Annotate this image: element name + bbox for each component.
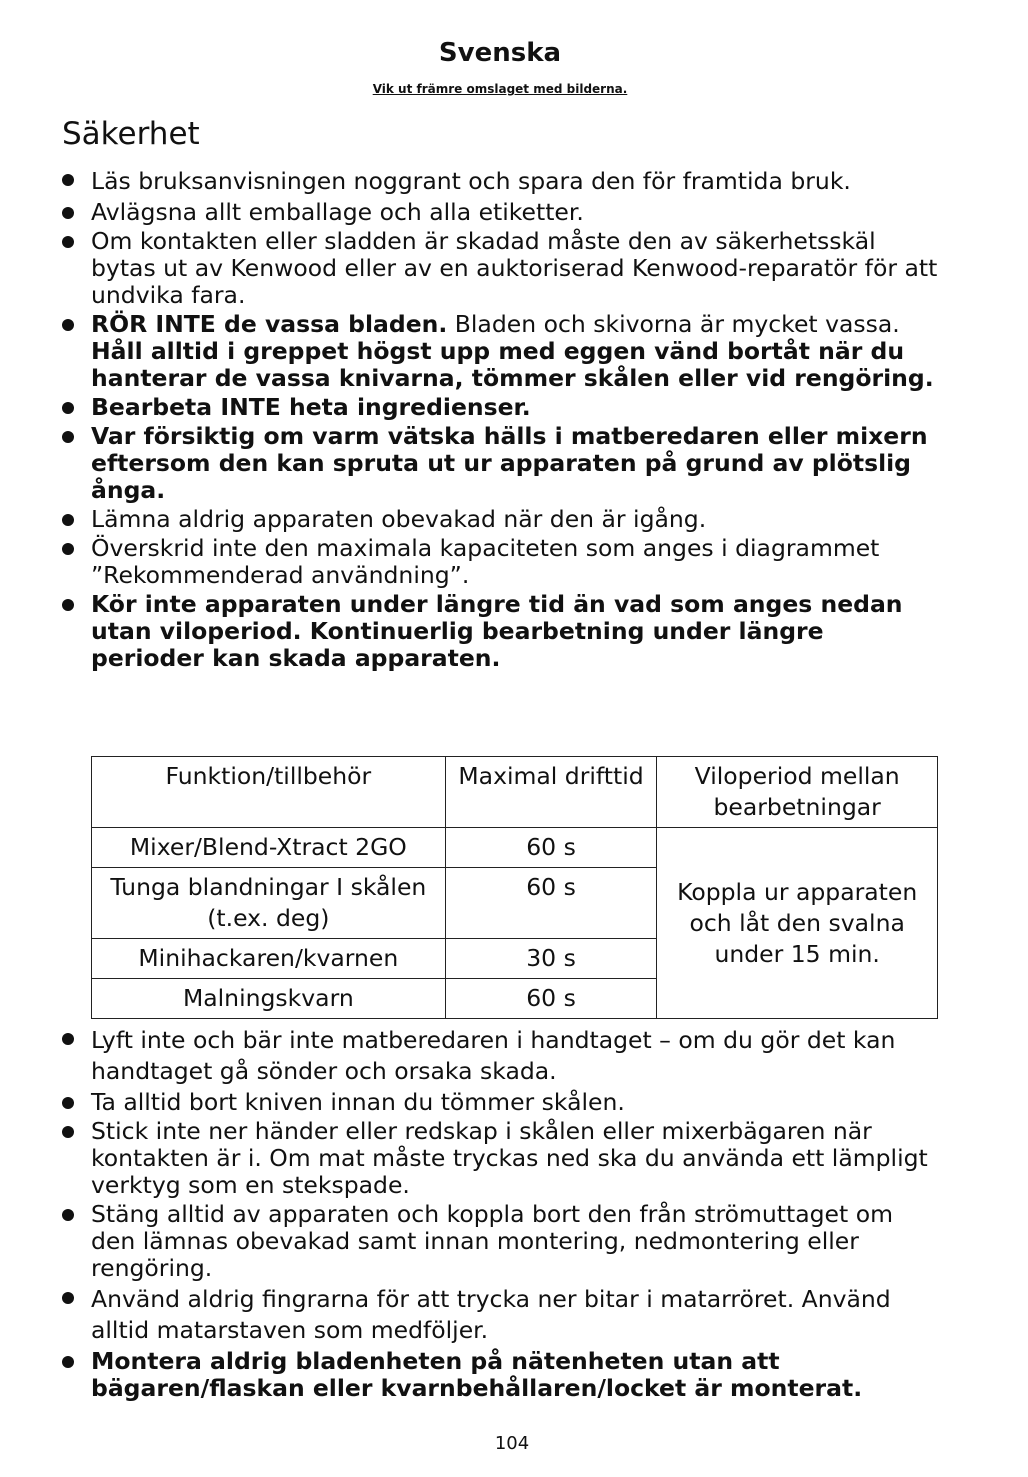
- bullet-icon: [62, 431, 74, 443]
- item-text-bold: Håll alltid i greppet högst upp med eggen vänd bortåt när du hanterar de vassa knivarna, tömmer skålen eller vid rengöring.: [91, 337, 934, 392]
- time-cell: 30 s: [445, 939, 657, 979]
- table-header-row: [92, 757, 938, 828]
- bullet-icon: [62, 207, 74, 219]
- list-item: [62, 1284, 942, 1346]
- item-text-bold: Montera aldrig bladenheten på nätenheten utan att bägaren/flaskan eller kvarnbehållaren/locket är monterat.: [91, 1347, 863, 1402]
- item-text: Avlägsna allt emballage och alla etiketter.: [91, 198, 584, 226]
- fold-out-note: Vik ut främre omslaget med bilderna.: [372, 82, 628, 96]
- page-number: 104: [494, 1433, 530, 1454]
- list-item: [62, 199, 942, 226]
- item-text: Använd aldrig fingrarna för att trycka ner bitar i matarröret. Använd alltid matarstaven som medföljer.: [91, 1285, 891, 1344]
- function-cell: Malningskvarn: [92, 979, 446, 1019]
- item-text-bold: Kör inte apparaten under längre tid än vad som anges nedan utan viloperiod. Kontinuerlig bearbetning under längre perioder kan skada apparaten.: [91, 590, 903, 672]
- rest-period-cell: Koppla ur apparaten och låt den svalna under 15 min.: [657, 828, 938, 1019]
- bullet-icon: [62, 543, 74, 555]
- item-text: Överskrid inte den maximala kapaciteten som anges i diagrammet ”Rekommenderad användning”.: [91, 534, 880, 589]
- function-cell: Mixer/Blend-Xtract 2GO: [92, 828, 446, 868]
- time-cell: 60 s: [445, 868, 657, 939]
- list-item: [62, 1025, 942, 1087]
- item-text: Lyft inte och bär inte matberedaren i handtaget – om du gör det kan handtaget gå sönder och orsaka skada.: [91, 1026, 896, 1085]
- column-header: Viloperiod mellan bearbetningar: [657, 757, 938, 828]
- item-text: Om kontakten eller sladden är skadad måste den av säkerhetsskäl bytas ut av Kenwood eller av en auktoriserad Kenwood-reparatör för att undvika fara.: [91, 227, 938, 309]
- list-item: [62, 311, 942, 392]
- column-header: Funktion/tillbehör: [92, 757, 446, 828]
- item-text: Läs bruksanvisningen noggrant och spara den för framtida bruk.: [91, 167, 851, 195]
- list-item: [62, 1089, 942, 1116]
- item-text-bold: Var försiktig om varm vätska hälls i matberedaren eller mixern eftersom den kan spruta ut ur apparaten på grund av plötslig ånga.: [91, 422, 928, 504]
- bullet-icon: [62, 1356, 74, 1368]
- item-text-bold: RÖR INTE de vassa bladen.: [91, 310, 448, 338]
- bullet-icon: [62, 1292, 74, 1304]
- bullet-icon: [62, 402, 74, 414]
- column-header: Maximal drifttid: [445, 757, 657, 828]
- list-item: [62, 1118, 942, 1199]
- bullet-icon: [62, 236, 74, 248]
- list-item: [62, 506, 942, 533]
- list-item: [62, 591, 942, 672]
- operating-time-table: [91, 756, 938, 1019]
- function-cell: Minihackaren/kvarnen: [92, 939, 446, 979]
- bullet-icon: [62, 319, 74, 331]
- list-item: [62, 1201, 942, 1282]
- item-text: Bladen och skivorna är mycket vassa.: [447, 310, 900, 338]
- list-item: [62, 1348, 942, 1402]
- bullet-icon: [62, 174, 74, 186]
- item-text-bold: Bearbeta INTE heta ingredienser.: [91, 393, 531, 421]
- list-item: [62, 166, 942, 197]
- item-text: Stick inte ner händer eller redskap i skålen eller mixerbägaren när kontakten är i. Om mat måste tryckas ned ska du använda ett lämpligt verktyg som en stekspade.: [91, 1117, 928, 1199]
- function-cell: Tunga blandningar I skålen (t.ex. deg): [92, 868, 446, 939]
- list-item: [62, 228, 942, 309]
- bullet-icon: [62, 1209, 74, 1221]
- list-item: [62, 394, 942, 421]
- item-text: Stäng alltid av apparaten och koppla bort den från strömuttaget om den lämnas obevakad samt innan montering, nedmontering eller rengöring.: [91, 1200, 893, 1282]
- language-heading: Svenska: [438, 38, 562, 68]
- list-item: [62, 423, 942, 504]
- item-text: Ta alltid bort kniven innan du tömmer skålen.: [91, 1088, 625, 1116]
- section-title: Säkerhet: [62, 116, 200, 152]
- item-text: Lämna aldrig apparaten obevakad när den är igång.: [91, 505, 707, 533]
- bullet-icon: [62, 1126, 74, 1138]
- time-cell: 60 s: [445, 979, 657, 1019]
- table-row: [92, 828, 938, 868]
- safety-list-top: [62, 166, 942, 674]
- safety-list-bottom: [62, 1025, 942, 1404]
- bullet-icon: [62, 1033, 74, 1045]
- bullet-icon: [62, 514, 74, 526]
- list-item: [62, 535, 942, 589]
- bullet-icon: [62, 599, 74, 611]
- bullet-icon: [62, 1097, 74, 1109]
- time-cell: 60 s: [445, 828, 657, 868]
